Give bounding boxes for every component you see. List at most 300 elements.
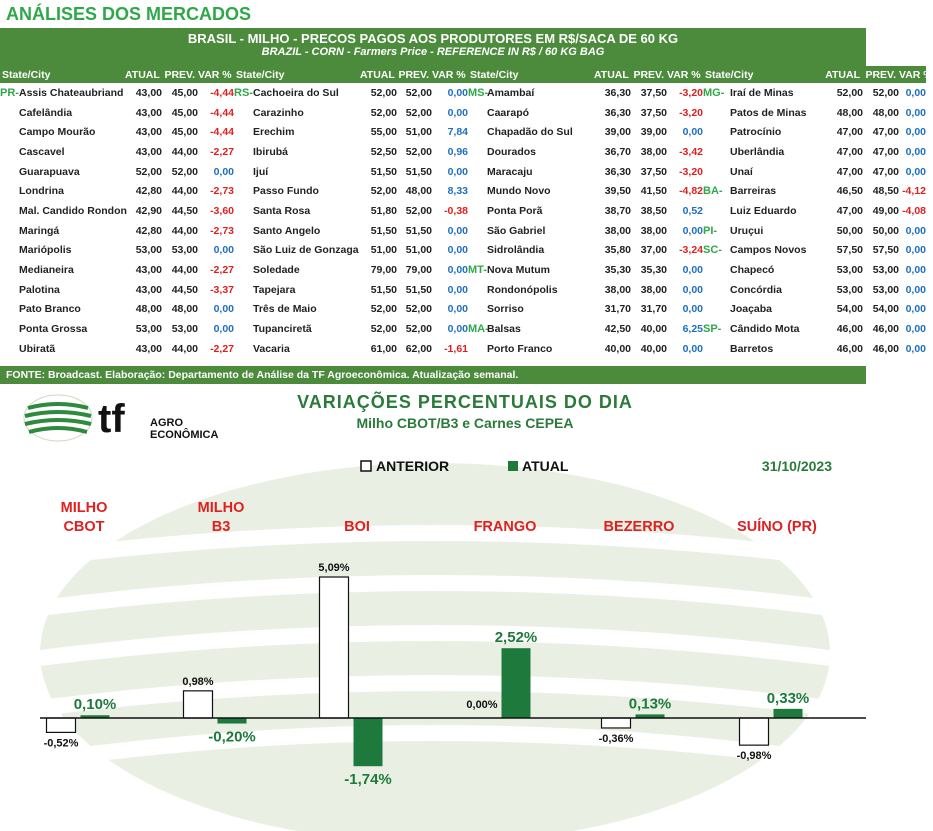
bar-atual-2 (354, 718, 383, 766)
var-percent: 0,00 (905, 126, 926, 139)
logo-sub2: ECONÔMICA (150, 429, 219, 441)
city-name: Concórdia (730, 283, 782, 296)
atual-price: 38,00 (604, 283, 631, 296)
table-row (0, 221, 926, 241)
var-percent: -3,60 (210, 204, 234, 217)
state-code: BA- (703, 185, 723, 198)
state-code (234, 339, 253, 359)
city-name: Pato Branco (19, 303, 81, 316)
var-percent: -3,37 (210, 283, 234, 296)
var-percent: 0,00 (682, 303, 703, 316)
table-row (0, 300, 926, 320)
prev-price: 44,00 (171, 145, 198, 158)
prev-price: 52,00 (405, 145, 432, 158)
city-name: Mal. Candido Rondon (19, 204, 127, 217)
table-row (0, 280, 926, 300)
city-name: Medianeira (19, 264, 74, 277)
atual-price: 52,00 (370, 185, 397, 198)
city-name: Tupanciretã (253, 323, 312, 336)
city-name: Unaí (730, 165, 753, 178)
prev-price: 51,00 (405, 244, 432, 257)
chart-subtitle: Milho CBOT/B3 e Carnes CEPEA (356, 415, 574, 431)
state-code: MG- (703, 86, 725, 99)
state-code (468, 280, 487, 300)
value-label-anterior-3: 0,00% (466, 699, 498, 711)
state-code (234, 122, 253, 142)
city-name: Rondonópolis (487, 283, 558, 296)
prev-price: 48,00 (872, 106, 899, 119)
var-percent: -2,73 (210, 224, 234, 237)
var-percent: 0,00 (447, 283, 468, 296)
state-code (234, 201, 253, 221)
state-code (234, 181, 253, 201)
atual-price: 47,00 (836, 126, 863, 139)
atual-price: 36,30 (604, 106, 631, 119)
atual-price: 53,00 (135, 323, 162, 336)
prev-price: 45,00 (171, 86, 198, 99)
logo-sub1: AGRO (150, 417, 183, 429)
bar-anterior-2 (320, 577, 349, 718)
atual-price: 52,00 (370, 86, 397, 99)
var-percent: 0,00 (905, 86, 926, 99)
var-percent: -2,27 (210, 145, 234, 158)
prev-price: 52,00 (405, 204, 432, 217)
city-name: Sidrolândia (487, 244, 545, 257)
header-state-city: State/City (468, 66, 594, 83)
city-name: Santo Angelo (253, 224, 321, 237)
prev-price: 52,00 (405, 323, 432, 336)
atual-price: 47,00 (836, 204, 863, 217)
state-code (468, 142, 487, 162)
prev-price: 47,00 (872, 126, 899, 139)
table-subtitle: BRAZIL - CORN - Farmers Price - REFERENCE IN R$ / 60 KG BAG (261, 46, 605, 58)
value-label-atual-5: 0,33% (766, 689, 810, 707)
prev-price: 37,50 (640, 86, 667, 99)
atual-price: 47,00 (836, 165, 863, 178)
city-name: Maringá (19, 224, 60, 237)
city-name: Cascavel (19, 145, 65, 158)
price-table-section (0, 28, 933, 359)
atual-price: 51,00 (370, 244, 397, 257)
var-percent: -4,82 (679, 185, 703, 198)
state-code (703, 300, 730, 320)
atual-price: 52,00 (370, 323, 397, 336)
prev-price: 53,00 (171, 323, 198, 336)
atual-price: 52,00 (370, 303, 397, 316)
state-code (703, 339, 730, 359)
state-code (703, 201, 730, 221)
atual-price: 51,50 (370, 224, 397, 237)
city-name: Uruçui (730, 224, 764, 237)
var-percent: -4,12 (902, 185, 926, 198)
city-name: Palotina (19, 283, 60, 296)
header-atual: ATUAL (594, 66, 631, 83)
var-percent: 0,00 (213, 303, 234, 316)
var-percent: -3,42 (679, 145, 703, 158)
value-label-anterior-1: 0,98% (182, 675, 214, 688)
table-row (0, 142, 926, 162)
header-var: VAR % (899, 66, 926, 83)
tf-agroeconomica-logo (22, 392, 252, 444)
atual-price: 36,30 (604, 165, 631, 178)
atual-price: 39,00 (604, 126, 631, 139)
table-row (0, 103, 926, 123)
atual-price: 53,00 (836, 283, 863, 296)
city-name: Mundo Novo (487, 185, 551, 198)
var-percent: 0,00 (447, 264, 468, 277)
var-percent: 0,00 (905, 283, 926, 296)
atual-price: 38,00 (604, 224, 631, 237)
atual-price: 43,00 (135, 126, 162, 139)
bar-anterior-5 (740, 718, 769, 745)
var-percent: 0,00 (682, 224, 703, 237)
state-code (468, 241, 487, 261)
header-prev: PREV. (397, 66, 432, 83)
category-label: MILHO (197, 500, 245, 516)
var-percent: 0,00 (682, 126, 703, 139)
city-name: Mariópolis (19, 244, 72, 257)
city-name: Santa Rosa (253, 204, 311, 217)
atual-price: 43,00 (135, 264, 162, 277)
var-percent: 0,00 (905, 145, 926, 158)
atual-price: 35,30 (604, 264, 631, 277)
table-title: BRASIL - MILHO - PRECOS PAGOS AOS PRODUTORES EM R$/SACA DE 60 KG (187, 31, 679, 46)
state-code (234, 260, 253, 280)
atual-price: 43,00 (135, 86, 162, 99)
var-percent: 7,84 (447, 126, 468, 139)
var-percent: 0,96 (447, 145, 468, 158)
state-code (468, 221, 487, 241)
prev-price: 45,00 (171, 106, 198, 119)
category-label: CBOT (63, 519, 105, 535)
state-code (0, 162, 19, 182)
header-state-city: State/City (0, 66, 125, 83)
value-label-atual-3: 2,52% (494, 629, 538, 647)
state-code: MA- (468, 323, 489, 336)
city-name: Joaçaba (730, 303, 773, 316)
state-code (703, 103, 730, 123)
atual-price: 50,00 (836, 224, 863, 237)
state-code (0, 300, 19, 320)
prev-price: 37,00 (640, 244, 667, 257)
atual-price: 52,00 (135, 165, 162, 178)
state-code (0, 319, 19, 339)
header-prev: PREV. (162, 66, 198, 83)
atual-price: 52,00 (370, 106, 397, 119)
var-percent: 0,00 (213, 323, 234, 336)
var-percent: 8,33 (447, 185, 468, 198)
table-row (0, 181, 926, 201)
city-name: Uberlândia (730, 145, 785, 158)
category-label: MILHO (60, 500, 108, 516)
var-percent: 0,00 (682, 264, 703, 277)
category-label: BEZERRO (603, 519, 675, 535)
prev-price: 48,00 (171, 303, 198, 316)
var-percent: -2,27 (210, 342, 234, 355)
state-code (234, 300, 253, 320)
atual-price: 52,50 (370, 145, 397, 158)
prev-price: 52,00 (405, 303, 432, 316)
prev-price: 48,50 (872, 185, 899, 198)
atual-price: 43,00 (135, 283, 162, 296)
city-name: Ubiratã (19, 342, 56, 355)
var-percent: 6,25 (682, 323, 703, 336)
legend-anterior-label: ANTERIOR (376, 458, 450, 474)
prev-price: 44,00 (171, 342, 198, 355)
state-code (703, 122, 730, 142)
var-percent: -3,20 (679, 106, 703, 119)
state-code (703, 162, 730, 182)
var-percent: 0,00 (905, 264, 926, 277)
city-name: Chapadão do Sul (487, 126, 573, 139)
state-code (0, 260, 19, 280)
var-percent: 0,00 (905, 165, 926, 178)
prev-price: 44,50 (171, 204, 198, 217)
city-name: Carazinho (253, 106, 304, 119)
city-name: Ponta Porã (487, 204, 543, 217)
atual-price: 31,70 (604, 303, 631, 316)
prev-price: 41,50 (640, 185, 667, 198)
state-code (0, 122, 19, 142)
var-percent: 0,00 (905, 106, 926, 119)
state-code (234, 103, 253, 123)
atual-price: 61,00 (370, 342, 397, 355)
table-row (0, 83, 926, 103)
city-name: Cândido Mota (730, 323, 800, 336)
prev-price: 40,00 (640, 342, 667, 355)
state-code (468, 122, 487, 142)
city-name: Passo Fundo (253, 185, 319, 198)
state-code: MT- (468, 264, 487, 277)
header-atual: ATUAL (125, 66, 162, 83)
header-atual: ATUAL (825, 66, 863, 83)
prev-price: 53,00 (872, 264, 899, 277)
city-name: Luiz Eduardo (730, 204, 797, 217)
state-code (0, 241, 19, 261)
table-row (0, 122, 926, 142)
table-row (0, 319, 926, 339)
state-code (703, 142, 730, 162)
bar-anterior-1 (184, 691, 213, 718)
table-row (0, 201, 926, 221)
header-var: VAR % (432, 66, 468, 83)
state-code (468, 162, 487, 182)
prev-price: 51,50 (405, 224, 432, 237)
prev-price: 51,00 (405, 126, 432, 139)
state-code (468, 201, 487, 221)
city-name: Iraí de Minas (730, 86, 794, 99)
category-label: FRANGO (473, 519, 537, 535)
prev-price: 38,00 (640, 283, 667, 296)
state-code (234, 162, 253, 182)
atual-price: 47,00 (836, 145, 863, 158)
prev-price: 52,00 (405, 86, 432, 99)
prev-price: 31,70 (640, 303, 667, 316)
legend-atual-swatch (508, 461, 518, 471)
var-percent: 0,00 (213, 165, 234, 178)
atual-price: 52,00 (836, 86, 863, 99)
prev-price: 44,00 (171, 264, 198, 277)
var-percent: -4,44 (210, 86, 234, 99)
legend-anterior-swatch (361, 461, 371, 471)
city-name: Nova Mutum (487, 264, 550, 277)
prev-price: 40,00 (640, 323, 667, 336)
city-name: Porto Franco (487, 342, 553, 355)
header-state-city: State/City (703, 66, 825, 83)
state-code: PI- (703, 224, 718, 237)
city-name: Ijuí (253, 165, 269, 178)
atual-price: 43,00 (135, 106, 162, 119)
city-name: Barreiras (730, 185, 777, 198)
value-label-atual-4: 0,13% (628, 695, 672, 713)
bar-anterior-0 (47, 718, 76, 732)
category-label: SUÍNO (PR) (737, 519, 817, 535)
var-percent: -2,27 (210, 264, 234, 277)
atual-price: 51,50 (370, 283, 397, 296)
chart-title: VARIAÇÕES PERCENTUAIS DO DIA (297, 392, 633, 412)
city-name: São Luiz de Gonzaga (253, 244, 359, 257)
header-prev: PREV. (863, 66, 899, 83)
state-code (0, 339, 19, 359)
prev-price: 49,00 (872, 204, 899, 217)
city-name: Cachoeira do Sul (253, 86, 339, 99)
prev-price: 38,50 (640, 204, 667, 217)
atual-price: 36,30 (604, 86, 631, 99)
city-name: Londrina (19, 185, 64, 198)
chart-background-globe (40, 463, 830, 831)
state-code (468, 103, 487, 123)
var-percent: 0,00 (905, 323, 926, 336)
prev-price: 38,00 (640, 224, 667, 237)
city-name: Balsas (487, 323, 521, 336)
var-percent: -2,73 (210, 185, 234, 198)
city-name: Ibirubá (253, 145, 289, 158)
atual-price: 53,00 (836, 264, 863, 277)
atual-price: 53,00 (135, 244, 162, 257)
var-percent: 0,00 (447, 224, 468, 237)
bar-anterior-4 (602, 718, 631, 728)
city-name: São Gabriel (487, 224, 546, 237)
prev-price: 47,00 (872, 165, 899, 178)
city-name: Dourados (487, 145, 537, 158)
table-row (0, 339, 926, 359)
value-label-atual-2: -1,74% (344, 771, 392, 789)
atual-price: 43,00 (135, 145, 162, 158)
var-percent: -3,24 (679, 244, 703, 257)
state-code (234, 241, 253, 261)
var-percent: -3,20 (679, 86, 703, 99)
value-label-anterior-0: -0,52% (43, 737, 79, 750)
prev-price: 45,00 (171, 126, 198, 139)
atual-price: 51,50 (370, 165, 397, 178)
state-code (0, 280, 19, 300)
state-code (234, 142, 253, 162)
state-code (468, 300, 487, 320)
source-note: FONTE: Broadcast. Elaboração: Departamento de Análise da TF Agroeconômica. Atualização semanal. (0, 366, 866, 384)
var-percent: 0,00 (447, 244, 468, 257)
city-name: Amambaí (487, 86, 535, 99)
var-percent: 0,00 (447, 323, 468, 336)
globe-icon (24, 395, 92, 441)
value-label-atual-0: 0,10% (73, 696, 117, 714)
state-code (468, 181, 487, 201)
state-code (0, 221, 19, 241)
bar-atual-5 (774, 709, 803, 718)
var-percent: -0,38 (444, 204, 468, 217)
atual-price: 35,80 (604, 244, 631, 257)
city-name: Cafelândia (19, 106, 73, 119)
atual-price: 46,00 (836, 342, 863, 355)
prev-price: 46,00 (872, 342, 899, 355)
header-var: VAR % (198, 66, 234, 83)
city-name: Maracaju (487, 165, 533, 178)
prev-price: 53,00 (171, 244, 198, 257)
city-name: Vacaria (253, 342, 290, 355)
table-row (0, 162, 926, 182)
atual-price: 57,50 (836, 244, 863, 257)
prev-price: 37,50 (640, 106, 667, 119)
prev-price: 44,50 (171, 283, 198, 296)
var-percent: 0,00 (682, 283, 703, 296)
city-name: Assis Chateaubriand (19, 86, 124, 99)
bar-atual-3 (502, 648, 531, 718)
prev-price: 44,00 (171, 224, 198, 237)
atual-price: 48,00 (836, 106, 863, 119)
state-code (703, 260, 730, 280)
atual-price: 43,00 (135, 342, 162, 355)
header-state-city: State/City (234, 66, 360, 83)
var-percent: 0,00 (905, 342, 926, 355)
prev-price: 52,00 (171, 165, 198, 178)
city-name: Três de Maio (253, 303, 317, 316)
var-percent: 0,00 (905, 224, 926, 237)
atual-price: 51,80 (370, 204, 397, 217)
value-label-anterior-4: -0,36% (598, 732, 634, 745)
prev-price: 62,00 (405, 342, 432, 355)
atual-price: 46,50 (836, 185, 863, 198)
chart-date: 31/10/2023 (761, 458, 832, 474)
table-row (0, 241, 926, 261)
atual-price: 42,80 (135, 185, 162, 198)
city-name: Patrocínio (730, 126, 782, 139)
atual-price: 55,00 (370, 126, 397, 139)
prev-price: 47,00 (872, 145, 899, 158)
city-name: Ponta Grossa (19, 323, 88, 336)
state-code: SP- (703, 323, 722, 336)
city-name: Patos de Minas (730, 106, 807, 119)
state-code: MS- (468, 86, 489, 99)
prev-price: 52,00 (872, 86, 899, 99)
var-percent: -4,44 (210, 126, 234, 139)
var-percent: -4,08 (902, 204, 926, 217)
atual-price: 42,50 (604, 323, 631, 336)
atual-price: 46,00 (836, 323, 863, 336)
prev-price: 53,00 (872, 283, 899, 296)
state-code (234, 319, 253, 339)
header-prev: PREV. (631, 66, 667, 83)
atual-price: 42,90 (135, 204, 162, 217)
var-percent: 0,00 (447, 106, 468, 119)
state-code: SC- (703, 244, 722, 257)
logo-tf-text: tf (98, 397, 125, 441)
price-table (0, 66, 933, 359)
prev-price: 50,00 (872, 224, 899, 237)
state-code (703, 280, 730, 300)
atual-price: 79,00 (370, 264, 397, 277)
prev-price: 51,50 (405, 283, 432, 296)
state-code (0, 142, 19, 162)
value-label-atual-1: -0,20% (208, 728, 256, 746)
